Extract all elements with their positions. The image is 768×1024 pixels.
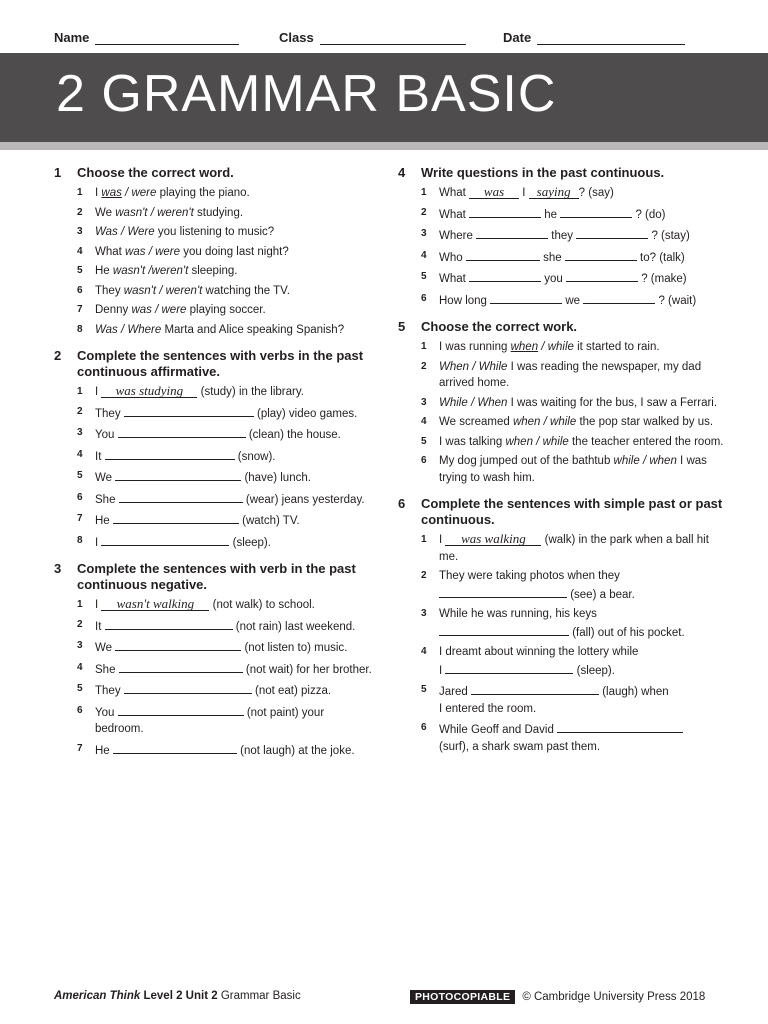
- option-a[interactable]: wasn't: [123, 284, 157, 297]
- exercise-5-heading: [398, 319, 728, 335]
- option-separator: /: [145, 265, 152, 277]
- list-item: [54, 185, 374, 202]
- exercise-number: 2: [54, 348, 62, 363]
- item-text: He: [95, 515, 110, 527]
- option-a[interactable]: Was: [95, 323, 118, 336]
- item-text: While he was running, his keys: [439, 608, 597, 620]
- item-text: They were taking photos when they: [439, 570, 620, 582]
- option-b[interactable]: When: [477, 396, 508, 409]
- exercise-title: Complete the sentences with simple past or past continuous.: [421, 496, 723, 527]
- list-item: [54, 322, 374, 339]
- option-b[interactable]: Were: [127, 226, 155, 238]
- item-number: 4: [421, 646, 427, 657]
- item-text: you doing last night?: [180, 245, 289, 258]
- item-text: sleeping.: [188, 265, 238, 277]
- list-item: [398, 205, 728, 224]
- option-a[interactable]: while: [613, 455, 640, 467]
- option-separator: /: [145, 245, 156, 258]
- item-number: 2: [421, 206, 427, 218]
- list-item: [54, 490, 374, 509]
- footer-copyright: [410, 990, 705, 1004]
- item-text: I entered the room.: [439, 702, 537, 715]
- name-field: [54, 30, 239, 45]
- list-item: [398, 269, 728, 288]
- list-item: [398, 434, 728, 451]
- answer-blank[interactable]: [119, 660, 243, 673]
- item-text: My dog jumped out of the bathtub: [439, 455, 611, 467]
- answer-blank[interactable]: [476, 226, 548, 239]
- item-number: 1: [77, 599, 83, 610]
- option-b[interactable]: weren't: [151, 265, 189, 277]
- item-text: to? (talk): [640, 251, 685, 264]
- list-item: [54, 533, 374, 552]
- item-text: I was running: [439, 341, 508, 353]
- list-item: [54, 511, 374, 530]
- book-title: American Think: [54, 990, 141, 1002]
- list-item: [398, 359, 728, 392]
- item-text: What: [439, 187, 466, 199]
- item-text: it started to rain.: [573, 341, 660, 353]
- exercise-number: 1: [54, 165, 62, 180]
- option-separator: /: [467, 396, 478, 409]
- example-answer: was: [469, 185, 519, 199]
- item-text: she: [543, 251, 562, 264]
- list-item: [54, 681, 374, 700]
- answer-blank[interactable]: [124, 404, 254, 417]
- item-number: 3: [421, 608, 427, 619]
- item-text: Denny: [95, 304, 129, 316]
- name-label: Name: [54, 30, 90, 45]
- list-item: [54, 597, 374, 614]
- answer-blank[interactable]: [115, 638, 241, 651]
- item-number: 5: [421, 271, 427, 282]
- exercise-title: Choose the correct work.: [421, 319, 578, 334]
- date-input-line[interactable]: [537, 32, 685, 45]
- item-text: I: [95, 386, 99, 398]
- item-number: 5: [77, 683, 83, 694]
- item-text: They: [95, 284, 121, 297]
- item-number: 2: [77, 206, 83, 218]
- item-text: It: [95, 620, 102, 633]
- option-separator: /: [538, 341, 548, 353]
- list-item: [54, 468, 374, 487]
- option-a[interactable]: when: [512, 416, 541, 428]
- item-number: 8: [77, 534, 83, 546]
- copyright-text: © Cambridge University Press 2018: [522, 991, 706, 1003]
- banner-rule: [0, 142, 768, 150]
- item-text: Who: [439, 251, 463, 264]
- exercise-number: 3: [54, 561, 62, 576]
- answer-blank[interactable]: [471, 682, 599, 695]
- list-item: [398, 532, 728, 565]
- exercise-4-heading: [398, 165, 728, 181]
- answer-blank[interactable]: [113, 741, 237, 754]
- item-text: (see) a bear.: [570, 588, 635, 601]
- item-number: 4: [77, 245, 83, 257]
- answer-blank[interactable]: [583, 291, 655, 304]
- answer-blank[interactable]: [101, 533, 229, 546]
- item-text: They: [95, 685, 121, 697]
- item-number: 1: [421, 187, 427, 198]
- list-item: [54, 425, 374, 444]
- list-item: [398, 682, 728, 717]
- item-text: playing the piano.: [156, 187, 250, 199]
- option-b[interactable]: when: [649, 455, 677, 467]
- item-text: I: [439, 534, 443, 546]
- list-item: [398, 248, 728, 267]
- exercise-4: [398, 165, 728, 309]
- item-text: (have) lunch.: [244, 472, 311, 484]
- item-text: the teacher entered the room.: [568, 435, 724, 448]
- option-a[interactable]: While: [439, 396, 468, 409]
- answer-blank[interactable]: [439, 585, 567, 598]
- option-b[interactable]: while: [542, 435, 569, 448]
- item-text: you: [544, 273, 563, 285]
- item-text: (sleep).: [232, 536, 271, 549]
- exercise-6: [398, 496, 728, 755]
- option-b[interactable]: while: [547, 341, 574, 353]
- item-text: What: [439, 208, 466, 221]
- item-text: ? (say): [578, 187, 614, 199]
- item-text: We: [95, 472, 113, 484]
- item-text: we: [565, 294, 581, 307]
- item-text: We screamed: [439, 416, 510, 428]
- answer-blank[interactable]: [557, 720, 683, 733]
- item-text: (surf), a shark swam past them.: [439, 740, 601, 753]
- item-text: (sleep).: [576, 664, 615, 677]
- item-text: you listening to music?: [154, 226, 275, 238]
- item-text: (not listen to) music.: [244, 642, 348, 654]
- item-text: I was trying to wash him.: [439, 455, 707, 484]
- example-answer: was studying: [101, 384, 197, 398]
- answer-blank[interactable]: [439, 623, 569, 636]
- option-a[interactable]: wasn't: [112, 265, 146, 277]
- list-item: [54, 224, 374, 241]
- item-text: I: [522, 187, 526, 199]
- date-field: [503, 30, 685, 45]
- item-text: they: [551, 230, 574, 242]
- option-separator: /: [121, 187, 132, 199]
- list-item: [54, 384, 374, 401]
- answer-blank[interactable]: [115, 468, 241, 481]
- option-b[interactable]: weren't: [165, 284, 203, 297]
- item-number: 2: [421, 360, 427, 372]
- exercise-title: Complete the sentences with verbs in the past continuous affirmative.: [77, 348, 364, 379]
- item-text: (fall) out of his pocket.: [572, 626, 685, 639]
- item-text: (study) in the library.: [200, 386, 304, 398]
- item-text: She: [95, 663, 116, 676]
- item-number: 5: [421, 684, 427, 695]
- exercise-title: Choose the correct word.: [77, 165, 234, 180]
- answer-blank[interactable]: [124, 681, 252, 694]
- exercise-3: [54, 561, 374, 759]
- item-number: 6: [421, 455, 427, 466]
- option-b[interactable]: were: [131, 187, 157, 199]
- list-item: [54, 244, 374, 261]
- list-item: [54, 283, 374, 300]
- list-item: [398, 720, 728, 755]
- item-number: 2: [77, 618, 83, 630]
- example-answer: was walking: [445, 532, 541, 546]
- option-a[interactable]: when: [505, 435, 533, 448]
- option-a[interactable]: When: [439, 360, 470, 373]
- exercise-number: 4: [398, 165, 406, 180]
- option-a[interactable]: wasn't: [115, 206, 148, 219]
- item-text: he: [544, 208, 558, 221]
- list-item: [54, 660, 374, 679]
- answer-blank[interactable]: [118, 703, 244, 716]
- item-number: 5: [77, 265, 83, 276]
- exercise-title: Write questions in the past continuous.: [421, 165, 665, 180]
- item-text: I: [95, 599, 99, 611]
- answer-blank[interactable]: [445, 661, 573, 674]
- option-separator: /: [117, 226, 128, 238]
- item-number: 5: [77, 470, 83, 481]
- item-text: He: [95, 744, 110, 757]
- name-input-line[interactable]: [95, 32, 239, 45]
- option-separator: /: [532, 435, 543, 448]
- example-answer: saying: [529, 185, 579, 199]
- item-text: (watch) TV.: [242, 515, 300, 527]
- item-text: How long: [439, 294, 487, 307]
- item-text: (not walk) to school.: [212, 599, 315, 611]
- item-text: We: [95, 206, 113, 219]
- page-title: 2 GRAMMAR BASIC: [56, 65, 557, 123]
- list-item: [54, 302, 374, 319]
- item-number: 6: [77, 491, 83, 503]
- option-separator: /: [156, 284, 166, 297]
- answer-blank[interactable]: [469, 269, 541, 282]
- item-text: I was talking: [439, 435, 503, 448]
- item-number: 7: [77, 304, 83, 315]
- list-item: [54, 263, 374, 280]
- list-item: [398, 606, 728, 641]
- item-number: 3: [77, 427, 83, 438]
- item-text: ? (wait): [658, 294, 697, 307]
- option-b[interactable]: weren't: [157, 206, 194, 219]
- right-column: [398, 165, 728, 765]
- item-number: 1: [77, 386, 83, 397]
- item-text: Jared: [439, 686, 468, 698]
- item-text: (not paint) your bedroom.: [95, 706, 325, 735]
- item-text: (not laugh) at the joke.: [240, 744, 355, 757]
- item-text: the pop star walked by us.: [576, 416, 714, 428]
- option-a[interactable]: was: [101, 187, 122, 199]
- item-text: I was reading the newspaper, my dad arrived home.: [439, 360, 702, 389]
- option-separator: /: [117, 323, 128, 336]
- item-text: She: [95, 493, 116, 506]
- option-separator: /: [147, 206, 158, 219]
- answer-blank[interactable]: [566, 269, 638, 282]
- list-item: [398, 414, 728, 431]
- list-item: [398, 644, 728, 679]
- item-text: (snow).: [237, 450, 276, 463]
- option-b[interactable]: were: [161, 304, 187, 316]
- list-item: [54, 703, 374, 738]
- item-text: While Geoff and David: [439, 724, 554, 736]
- item-text: I: [95, 187, 99, 199]
- list-item: [398, 395, 728, 412]
- item-number: 7: [77, 742, 83, 754]
- list-item: [54, 741, 374, 760]
- item-text: We: [95, 642, 113, 654]
- list-item: [398, 226, 728, 245]
- item-number: 6: [421, 722, 427, 733]
- item-text: ? (stay): [651, 230, 690, 242]
- item-number: 3: [421, 396, 427, 408]
- exercise-number: 6: [398, 496, 406, 511]
- student-info-bar: [0, 0, 768, 52]
- option-b[interactable]: while: [550, 416, 577, 428]
- item-number: 2: [77, 405, 83, 417]
- item-text: What: [439, 273, 466, 285]
- answer-blank[interactable]: [119, 490, 243, 503]
- item-text: (laugh) when: [602, 686, 669, 698]
- answer-blank[interactable]: [113, 511, 239, 524]
- option-separator: /: [540, 416, 551, 428]
- section-name: Grammar Basic: [220, 990, 301, 1002]
- option-b[interactable]: Where: [127, 323, 162, 336]
- footer-credit: [54, 990, 301, 1002]
- exercise-1: [54, 165, 374, 338]
- item-number: 5: [421, 435, 427, 447]
- list-item: [398, 453, 728, 486]
- item-text: I dreamt about winning the lottery while: [439, 646, 639, 658]
- item-number: 7: [77, 513, 83, 524]
- class-input-line[interactable]: [320, 32, 466, 45]
- exercise-title: Complete the sentences with verb in the past continuous negative.: [77, 561, 356, 592]
- item-text: watching the TV.: [202, 284, 290, 297]
- item-text: ? (do): [635, 208, 666, 221]
- item-number: 2: [421, 570, 427, 581]
- item-text: They: [95, 407, 121, 420]
- item-text: I: [95, 536, 99, 549]
- item-number: 1: [421, 534, 427, 545]
- item-text: I was waiting for the bus, I saw a Ferrari.: [507, 396, 718, 409]
- item-number: 1: [77, 187, 83, 198]
- list-item: [54, 638, 374, 657]
- item-number: 4: [77, 661, 83, 673]
- item-number: 6: [77, 284, 83, 296]
- option-b[interactable]: While: [478, 360, 508, 373]
- item-text: He: [95, 265, 110, 277]
- option-a[interactable]: was: [131, 304, 152, 316]
- example-answer: wasn't walking: [101, 597, 209, 611]
- exercise-number: 5: [398, 319, 406, 334]
- answer-blank[interactable]: [105, 617, 233, 630]
- option-separator: /: [469, 360, 479, 373]
- date-label: Date: [503, 30, 532, 45]
- option-separator: /: [639, 455, 650, 467]
- exercise-3-heading: [54, 561, 374, 593]
- item-text: Where: [439, 230, 473, 242]
- item-number: 6: [421, 292, 427, 304]
- item-number: 4: [421, 416, 427, 427]
- exercise-1-heading: [54, 165, 374, 181]
- answer-blank[interactable]: [490, 291, 562, 304]
- item-number: 8: [77, 323, 83, 335]
- class-label: Class: [279, 30, 314, 45]
- photocopiable-badge: PHOTOCOPIABLE: [410, 990, 515, 1004]
- item-number: 3: [77, 640, 83, 651]
- item-number: 6: [77, 704, 83, 716]
- item-text: (not rain) last weekend.: [235, 620, 356, 633]
- item-number: 3: [77, 226, 83, 237]
- left-column: [54, 165, 374, 769]
- exercise-5: [398, 319, 728, 486]
- answer-blank[interactable]: [105, 447, 235, 460]
- item-text: (not eat) pizza.: [254, 685, 332, 697]
- list-item: [54, 447, 374, 466]
- exercise-6-heading: [398, 496, 728, 528]
- item-number: 4: [77, 448, 83, 460]
- option-a[interactable]: was: [125, 245, 146, 258]
- item-text: (wear) jeans yesterday.: [245, 493, 365, 506]
- list-item: [398, 185, 728, 202]
- answer-blank[interactable]: [565, 248, 637, 261]
- list-item: [398, 339, 728, 356]
- list-item: [54, 404, 374, 423]
- list-item: [54, 617, 374, 636]
- item-text: ? (make): [641, 273, 687, 285]
- item-text: Marta and Alice speaking Spanish?: [161, 323, 345, 336]
- item-text: It: [95, 450, 102, 463]
- item-text: (play) video games.: [256, 407, 358, 420]
- answer-blank[interactable]: [466, 248, 540, 261]
- option-b[interactable]: were: [155, 245, 181, 258]
- item-text: You: [95, 429, 115, 441]
- option-a[interactable]: Was: [95, 226, 118, 238]
- item-text: playing soccer.: [186, 304, 266, 316]
- option-a[interactable]: when: [510, 341, 539, 353]
- item-text: studying.: [193, 206, 244, 219]
- item-text: (clean) the house.: [248, 429, 341, 441]
- option-separator: /: [151, 304, 162, 316]
- answer-blank[interactable]: [469, 205, 541, 218]
- answer-blank[interactable]: [560, 205, 632, 218]
- list-item: [398, 291, 728, 310]
- item-number: 1: [421, 341, 427, 352]
- exercise-2-heading: [54, 348, 374, 380]
- exercise-2: [54, 348, 374, 551]
- item-text: (not wait) for her brother.: [245, 663, 372, 676]
- level-unit: Level 2 Unit 2: [143, 990, 218, 1002]
- answer-blank[interactable]: [576, 226, 648, 239]
- list-item: [398, 568, 728, 603]
- list-item: [54, 205, 374, 222]
- item-text: What: [95, 245, 122, 258]
- item-text: I: [439, 664, 443, 677]
- item-text: You: [95, 706, 115, 719]
- answer-blank[interactable]: [118, 425, 246, 438]
- item-number: 4: [421, 249, 427, 261]
- item-text: (walk) in the park when a ball hit me.: [439, 534, 709, 563]
- item-number: 3: [421, 228, 427, 239]
- class-field: [279, 30, 466, 45]
